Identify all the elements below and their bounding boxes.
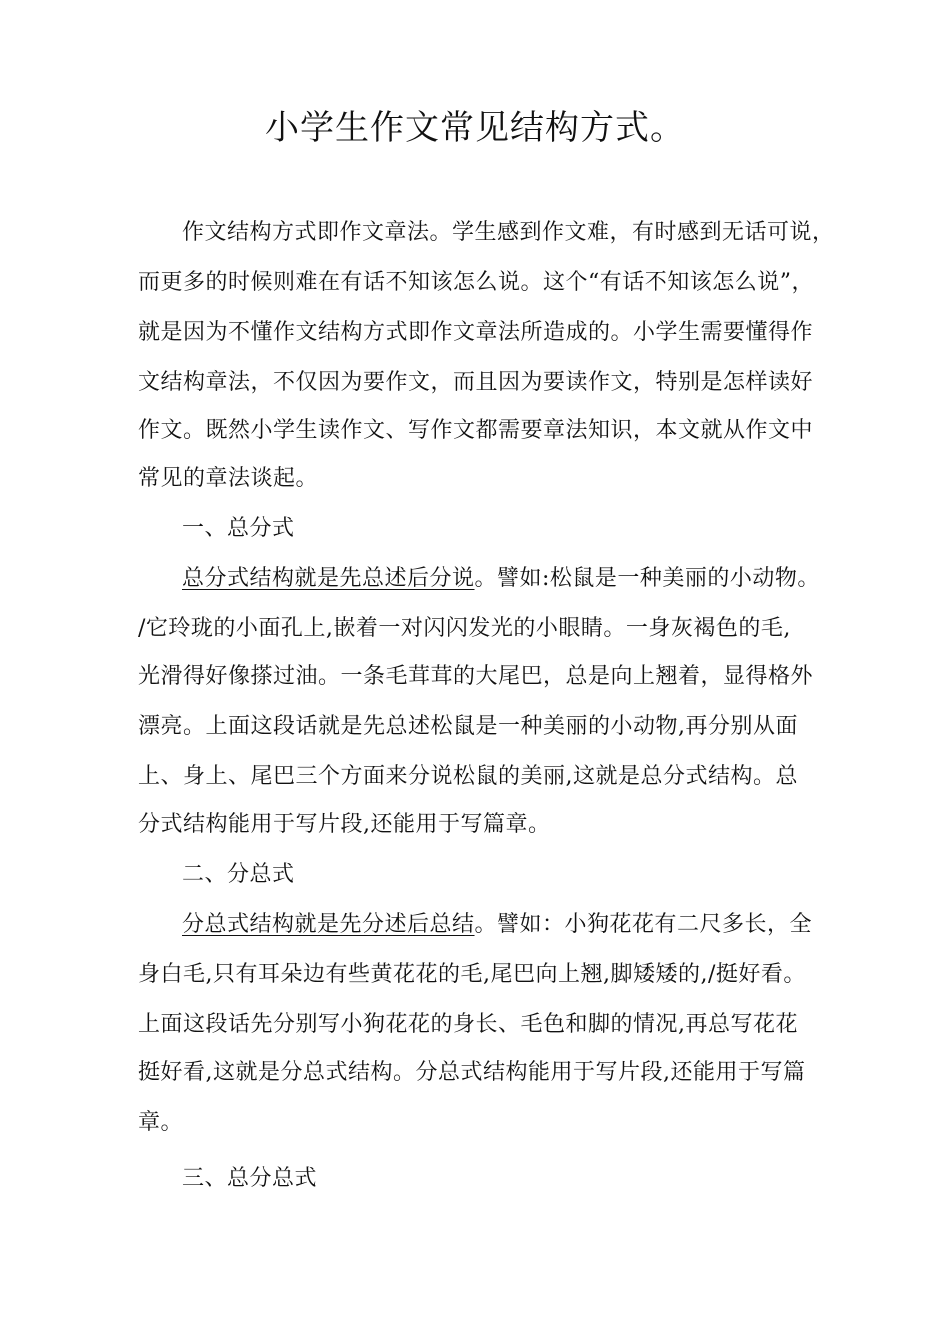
section-2-first-line-rest: 。譬如：小狗花花有二尺多长，全: [474, 912, 813, 937]
intro-line-6: 常见的章法谈起。: [138, 466, 319, 491]
intro-line-2: 而更多的时候则难在有话不知该怎么说。这个“有话不知该怎么说”，: [138, 270, 814, 295]
section-2-definition: 分总式结构就是先分述后总结: [182, 912, 475, 937]
section-2-heading: 二、分总式: [182, 862, 295, 887]
section-2-line-5: 章。: [138, 1110, 184, 1135]
section-1-definition: 总分式结构就是先总述后分说: [182, 566, 475, 591]
section-1-line-2: /它玲珑的小面孔上,嵌着一对闪闪发光的小眼睛。一身灰褐色的毛,: [138, 616, 791, 641]
section-1-line-3: 光滑得好像搽过油。一条毛茸茸的大尾巴，总是向上翘着，显得格外: [138, 664, 814, 689]
section-2-line-3: 上面这段话先分别写小狗花花的身长、毛色和脚的情况,再总写花花: [138, 1012, 798, 1037]
section-3-heading: 三、总分总式: [182, 1166, 318, 1191]
section-1-first-line-rest: 。譬如:松鼠是一种美丽的小动物。: [474, 566, 820, 591]
section-2-line-4: 挺好看,这就是分总式结构。分总式结构能用于写片段,还能用于写篇: [138, 1060, 806, 1085]
intro-line-3: 就是因为不懂作文结构方式即作文章法所造成的。小学生需要懂得作: [138, 320, 814, 345]
section-2-line-2: 身白毛,只有耳朵边有些黄花花的毛,尾巴向上翘,脚矮矮的,/挺好看。: [138, 962, 806, 987]
document-title: 小学生作文常见结构方式。: [265, 108, 685, 148]
section-1-line-5: 上、身上、尾巴三个方面来分说松鼠的美丽,这就是总分式结构。总: [138, 764, 798, 789]
intro-line-5: 作文。既然小学生读作文、写作文都需要章法知识，本文就从作文中: [138, 418, 814, 443]
section-1-first-line: [182, 564, 820, 594]
section-1-heading: 一、总分式: [182, 516, 295, 541]
section-1-line-4: 漂亮。上面这段话就是先总述松鼠是一种美丽的小动物,再分别从面: [138, 714, 798, 739]
intro-line-4: 文结构章法，不仅因为要作文，而且因为要读作文，特别是怎样读好: [138, 370, 814, 395]
intro-line-1: 作文结构方式即作文章法。学生感到作文难，有时感到无话可说，: [182, 220, 835, 245]
section-2-first-line: [182, 910, 812, 940]
section-1-line-6: 分式结构能用于写片段,还能用于写篇章。: [138, 812, 551, 837]
